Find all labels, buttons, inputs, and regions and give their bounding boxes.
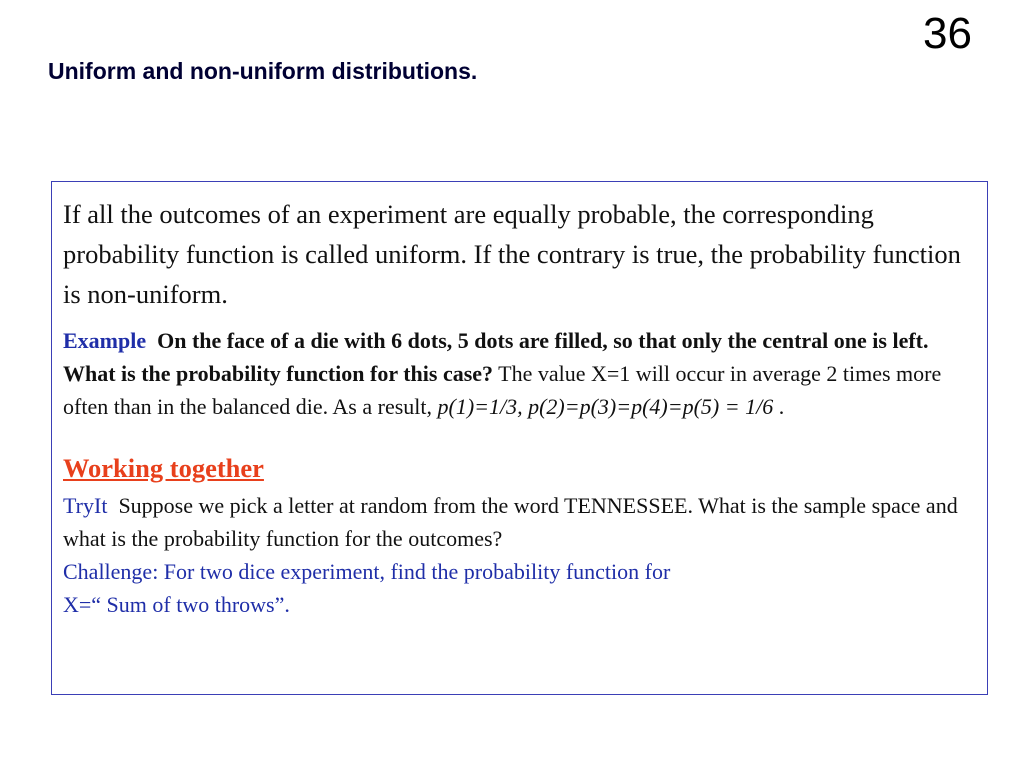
page-number: 36	[923, 9, 972, 58]
intro-paragraph: If all the outcomes of an experiment are equally probable, the corresponding probability function is called uniform. If the contrary is true, the probability function is non-uniform.	[63, 199, 961, 309]
example-label: Example	[63, 328, 147, 353]
challenge-paragraph	[63, 555, 975, 621]
challenge-line-1: Challenge: For two dice experiment, find the probability function for	[63, 559, 671, 584]
example-paragraph	[63, 324, 975, 423]
example-end: .	[778, 394, 785, 419]
example-answer: The value X=1 will occur in average 2 times more often than in the balanced die. As a result,	[63, 361, 942, 419]
tryit-label: TryIt	[63, 493, 108, 518]
tryit-paragraph	[63, 489, 975, 555]
content-box	[51, 181, 988, 695]
example-question: On the face of a die with 6 dots, 5 dots are filled, so that only the central one is left. What is the probability function for this case?	[63, 328, 929, 386]
example-formula: p(1)=1/3, p(2)=p(3)=p(4)=p(5) = 1/6	[437, 394, 774, 419]
working-together-heading: Working together	[63, 453, 264, 483]
challenge-line-2: X=“ Sum of two throws”.	[63, 592, 290, 617]
slide-title: Uniform and non-uniform distributions.	[48, 58, 478, 84]
tryit-text: Suppose we pick a letter at random from the word TENNESSEE. What is the sample space and what is the probability function for the outcomes?	[63, 493, 958, 551]
